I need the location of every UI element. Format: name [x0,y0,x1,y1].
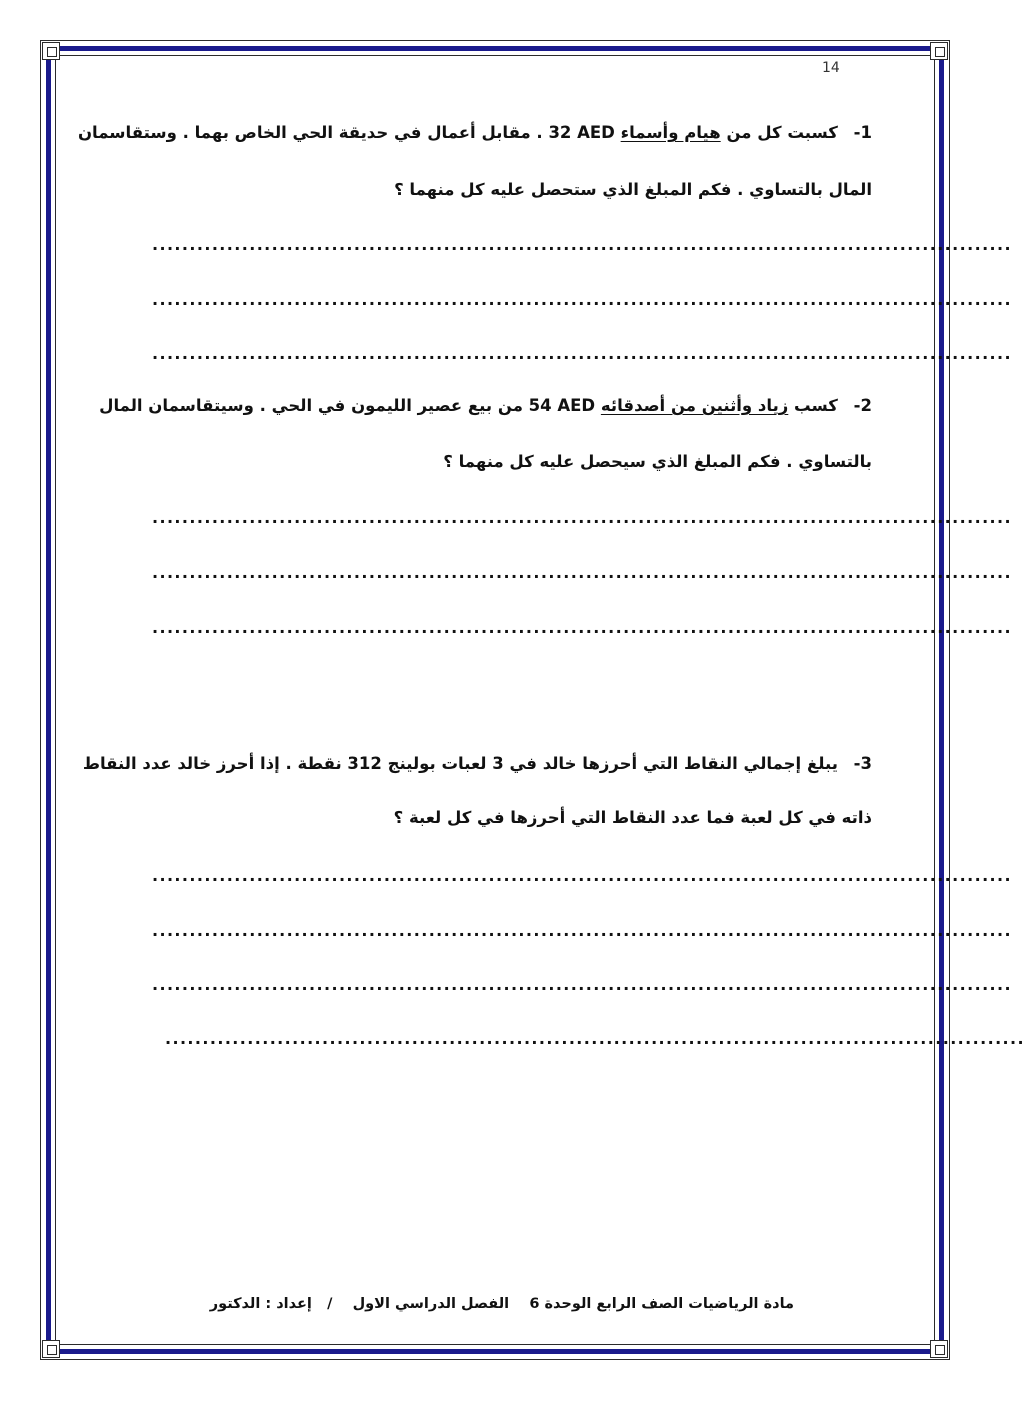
question-2-line-2: بالتساوي . فكم المبلغ الذي سيحصل عليه كل منهما ؟ [443,452,872,471]
question-1-line-2: المال بالتساوي . فكم المبلغ الذي ستحصل عليه كل منهما ؟ [394,180,872,199]
answer-line[interactable]: ................................................................................................................... [152,866,1012,885]
footer-author: إعداد : الدكتور [209,1296,312,1312]
question-text: كسب [794,396,838,415]
page-footer [209,1296,794,1312]
answer-line[interactable]: ................................................................................................................... [152,235,1012,254]
question-names-underlined: زياد وأثنين من أصدقائه [600,396,789,415]
border-corner-ornament [930,1340,948,1358]
question-text: يبلغ إجمالي النقاط التي أحرزها خالد في 3 لعبات بولينج 312 نقطة . إذا أحرز خالد عدد النقاط [82,754,838,773]
question-number: -1 [853,123,872,142]
footer-term: الفصل الدراسي الاول [352,1296,510,1312]
page-number: 14 [822,60,840,76]
answer-line[interactable]: ................................................................................................................... [152,921,1012,940]
question-text: كسبت كل من [726,123,838,142]
answer-line[interactable]: ................................................................................................................... [152,344,1012,363]
footer-separator: / [327,1296,333,1312]
answer-line[interactable]: ................................................................................................................... [152,508,1012,527]
question-amount: 32 AED [548,123,615,142]
answer-line[interactable]: ................................................................................................................... [152,563,1012,582]
border-corner-ornament [930,42,948,60]
question-names-underlined: هيام وأسماء [620,123,721,142]
question-3-line-1 [82,754,872,773]
footer-subject: مادة الرياضيات الصف الرابع الوحدة 6 [529,1296,794,1312]
question-number: -2 [853,396,872,415]
question-2-line-1 [99,396,872,415]
answer-line[interactable]: ................................................................................................................... [152,290,1012,309]
question-3-line-2: ذاته في كل لعبة فما عدد النقاط التي أحرزها في كل لعبة ؟ [393,808,872,827]
question-1-line-1 [77,123,872,142]
answer-line[interactable]: ................................................................................................................... [165,1029,1025,1048]
question-number: -3 [853,754,872,773]
question-text: من بيع عصير الليمون في الحي . وسيتقاسمان المال [99,396,523,415]
answer-line[interactable]: ................................................................................................................... [152,618,1012,637]
answer-line[interactable]: ................................................................................................................... [152,975,1012,994]
border-corner-ornament [42,1340,60,1358]
question-amount: 54 AED [528,396,596,415]
question-text: . مقابل أعمال في حديقة الحي الخاص بهما . وستقاسمان [77,123,543,142]
border-corner-ornament [42,42,60,60]
